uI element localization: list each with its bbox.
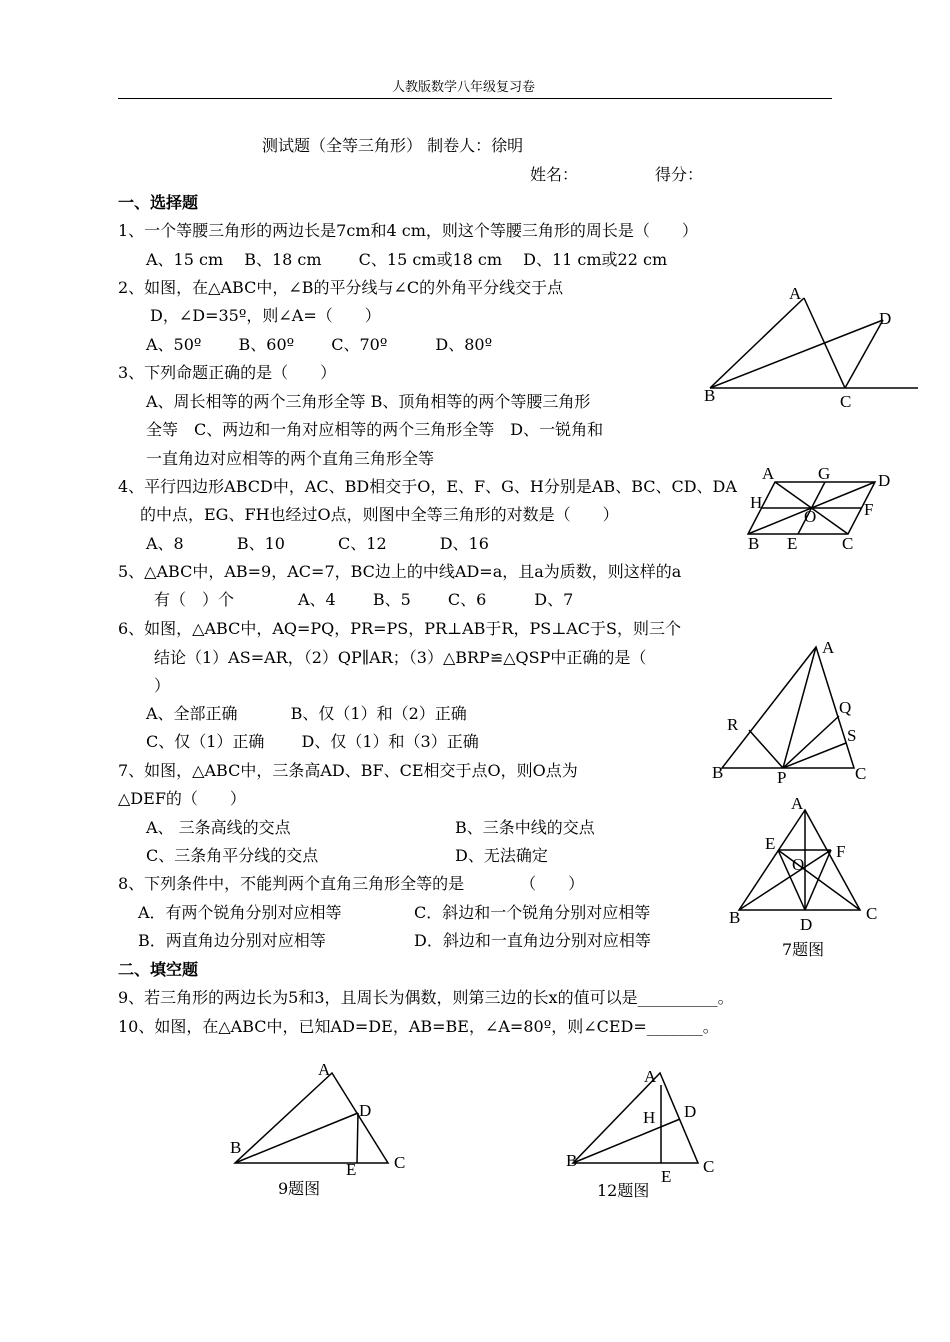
header-rule (118, 98, 832, 99)
fig6-label-a: A (822, 638, 835, 657)
fig12-label-c: C (703, 1157, 715, 1176)
q3-line2: A、周长相等的两个三角形全等 B、顶角相等的两个等腰三角形 (146, 392, 591, 411)
figure-12 (560, 1055, 730, 1186)
exam-title: 测试题（全等三角形） 制卷人：徐明 (262, 136, 524, 155)
q6-stem-line3: ） (154, 676, 171, 695)
q9-stem: 9、若三角形的两边长为5和3，且周长为偶数，则第三边的长x的值可以是__________。 (118, 988, 734, 1007)
q7-stem-line1: 7、如图，△ABC中，三条高AD、BF、CE相交于点O，则O点为 (118, 761, 578, 780)
fig7-label-d: D (800, 915, 813, 934)
q7-option-b: B、三条中线的交点 (455, 818, 595, 837)
q4-stem-line1: 4、平行四边形ABCD中，AC、BD相交于O，E、F、G、H分别是AB、BC、CD、DA (118, 477, 737, 496)
fig4-label-g: G (818, 464, 831, 483)
fig7-label-a: A (791, 794, 804, 813)
page-header: 人教版数学八年级复习卷 (392, 80, 536, 95)
q6-stem-line1: 6、如图，△ABC中，AQ=PQ，PR=PS，PR⊥AB于R，PS⊥AC于S，则三个 (118, 619, 681, 638)
q8-option-b: B．两直角边分别对应相等 (138, 931, 326, 950)
fig9-label-a: A (318, 1060, 331, 1079)
fig7-label-o: O (792, 855, 805, 874)
fig7-label-c: C (866, 904, 878, 923)
q8-stem: 8、下列条件中，不能判两个直角三角形全等的是 （ ） (118, 874, 585, 893)
fig2-label-c: C (840, 392, 852, 411)
q7-option-a: A、 三条高线的交点 (146, 818, 291, 837)
q6-options-line1: A、全部正确 B、仅（1）和（2）正确 (146, 704, 467, 723)
q3-line3: 全等 C、两边和一角对应相等的两个三角形全等 D、一锐角和 (146, 420, 604, 439)
fig6-label-c: C (855, 764, 867, 783)
fig6-label-r: R (727, 715, 739, 734)
fig2-label-a: A (789, 284, 802, 303)
fig6-label-p: P (777, 768, 787, 787)
fig12-label-d: D (684, 1102, 697, 1121)
q6-stem-line2: 结论（1）AS=AR，（2）QP∥AR；（3）△BRP≌△QSP中正确的是（ (154, 648, 647, 667)
q1-stem: 1、一个等腰三角形的两边长是7cm和4 cm，则这个等腰三角形的周长是（ ） (118, 221, 698, 240)
fig4-label-c: C (842, 534, 854, 553)
fig4-label-e: E (787, 534, 798, 553)
figure-9 (220, 1055, 420, 1180)
fig4-label-a: A (762, 464, 775, 483)
fig6-label-s: S (847, 726, 857, 745)
q8-option-d: D．斜边和一直角边分别对应相等 (414, 931, 651, 950)
fig4-label-h: H (750, 493, 763, 512)
score-label: 得分： (655, 165, 704, 184)
figure-q4 (740, 460, 900, 555)
figure-q6 (705, 632, 880, 787)
fig7-label-b: B (729, 908, 741, 927)
fig12-label-b: B (566, 1151, 578, 1170)
figure-9-caption: 9题图 (278, 1179, 321, 1198)
q8-option-c: C．斜边和一个锐角分别对应相等 (414, 903, 651, 922)
q7-option-c: C、三条角平分线的交点 (146, 846, 319, 865)
fig4-label-d: D (878, 471, 891, 490)
q3-stem: 3、下列命题正确的是（ ） (118, 363, 337, 382)
q2-stem-line2: D，∠D=35º，则∠A=（ ） (150, 306, 381, 325)
fig6-label-b: B (712, 763, 724, 782)
fig6-label-q: Q (839, 698, 852, 717)
section-fill-heading: 二、填空题 (118, 960, 199, 979)
fig7-label-f: F (836, 842, 846, 861)
fig9-label-d: D (359, 1101, 372, 1120)
q4-options: A、8 B、10 C、12 D、16 (146, 534, 489, 553)
name-label: 姓名： (530, 165, 579, 184)
figure-12-caption: 12题图 (597, 1181, 650, 1200)
fig9-label-c: C (394, 1153, 406, 1172)
q7-option-d: D、无法确定 (455, 846, 548, 865)
figure-q2 (700, 280, 925, 415)
fig9-label-b: B (230, 1138, 242, 1157)
q1-options: A、15 cm B、18 cm C、15 cm或18 cm D、11 cm或22 cm (146, 250, 668, 269)
q2-stem-line1: 2、如图，在△ABC中，∠B的平分线与∠C的外角平分线交于点 (118, 278, 564, 297)
q2-options: A、50º B、60º C、70º D、80º (146, 335, 493, 354)
q8-option-a: A．有两个锐角分别对应相等 (138, 903, 342, 922)
q7-stem-line2: △DEF的（ ） (118, 789, 246, 808)
fig4-label-o: O (804, 507, 817, 526)
figure-q7 (722, 792, 887, 937)
fig7-label-e: E (765, 834, 776, 853)
fig12-label-e: E (661, 1167, 672, 1186)
section-choice-heading: 一、选择题 (118, 193, 199, 212)
q6-options-line2: C、仅（1）正确 D、仅（1）和（3）正确 (146, 732, 479, 751)
fig12-label-a: A (644, 1067, 657, 1086)
q5-stem-line2: 有（ ）个 A、4 B、5 C、6 D、7 (154, 590, 574, 609)
fig4-label-b: B (748, 534, 760, 553)
figure-q7-caption: 7题图 (782, 940, 825, 959)
fig12-label-h: H (643, 1108, 656, 1127)
q3-line4: 一直角边对应相等的两个直角三角形全等 (146, 449, 435, 468)
fig2-label-d: D (879, 309, 892, 328)
fig2-label-b: B (704, 386, 716, 405)
q10-stem: 10、如图，在△ABC中，已知AD=DE，AB=BE，∠A=80º，则∠CED=_______。 (118, 1017, 719, 1036)
fig4-label-f: F (864, 500, 874, 519)
fig9-label-e: E (346, 1160, 357, 1179)
q4-stem-line2: 的中点，EG、FH也经过O点，则图中全等三角形的对数是（ ） (140, 505, 619, 524)
q5-stem-line1: 5、△ABC中，AB=9，AC=7，BC边上的中线AD=a，且a为质数，则这样的a (118, 562, 682, 581)
